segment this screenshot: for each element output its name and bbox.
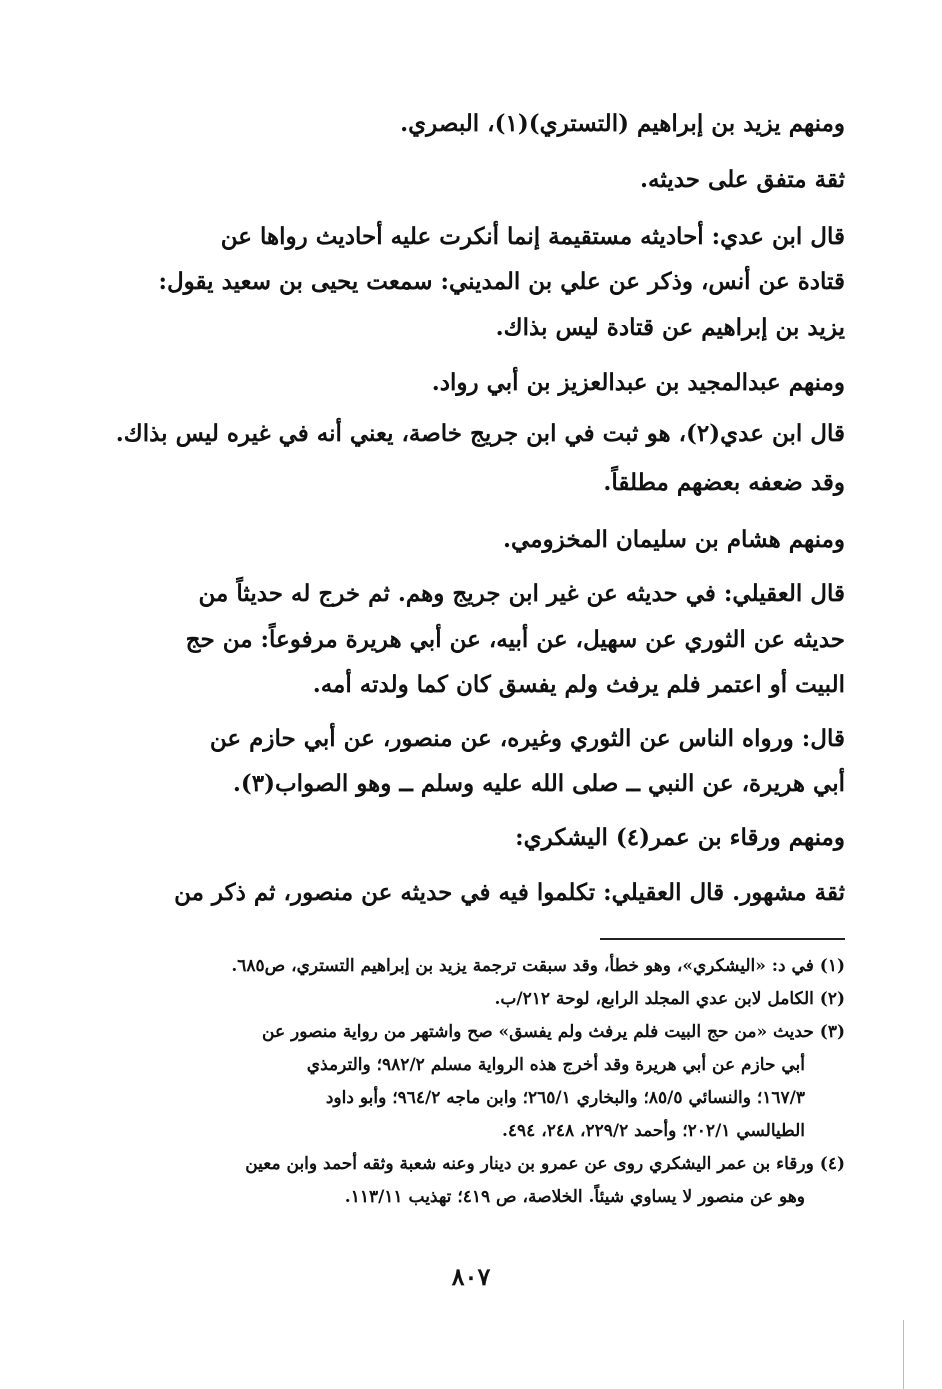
body-line-8: وقد ضعفه بعضهم مطلقاً.	[603, 469, 845, 496]
body-line-2: ثقة متفق على حديثه.	[640, 166, 845, 193]
footnote-4-cont-1: وهو عن منصور لا يساوي شيئاً. الخلاصة، ص ٤١٩؛ تهذيب ١١٣/١١.	[344, 1187, 805, 1207]
body-line-12: البيت أو اعتمر فلم يرفث ولم يفسق كان كما ولدته أمه.	[312, 671, 845, 698]
body-line-11: حديثه عن الثوري عن سهيل، عن أبيه، عن أبي هريرة مرفوعاً: من حج	[185, 626, 845, 653]
body-line-5: يزيد بن إبراهيم عن قتادة ليس بذاك.	[495, 314, 845, 341]
footnote-divider	[600, 938, 845, 940]
footnote-3-cont-1: أبي حازم عن أبي هريرة وقد أخرج هذه الرواية مسلم ٩٨٢/٢؛ والترمذي	[306, 1055, 805, 1075]
footnote-2: (٢) الكامل لابن عدي المجلد الرابع، لوحة ٢١٢/ب.	[494, 989, 845, 1009]
body-line-1: ومنهم يزيد بن إبراهيم (التستري)(١)، البصري.	[400, 110, 845, 137]
footnote-3-cont-3: الطيالسي ٢٠٢/١؛ وأحمد ٢٢٩/٢، ٢٤٨، ٤٩٤.	[501, 1121, 805, 1141]
footnote-3: (٣) حديث «من حج البيت فلم يرفث ولم يفسق» صح واشتهر من رواية منصور عن	[262, 1022, 845, 1042]
body-line-3: قال ابن عدي: أحاديثه مستقيمة إنما أنكرت عليه أحاديث رواها عن	[220, 223, 845, 250]
body-line-6: ومنهم عبدالمجيد بن عبدالعزيز بن أبي رواد.	[431, 369, 845, 396]
body-line-14: أبي هريرة، عن النبي ــ صلى الله عليه وسلم ــ وهو الصواب(٣).	[232, 770, 845, 797]
body-line-16: ثقة مشهور. قال العقيلي: تكلموا فيه في حديثه عن منصور، ثم ذكر من	[174, 879, 845, 906]
footnote-1: (١) في د: «اليشكري»، وهو خطأ، وقد سبقت ترجمة يزيد بن إبراهيم التستري، ص٦٨٥.	[231, 956, 845, 976]
body-line-15: ومنهم ورقاء بن عمر(٤) اليشكري:	[515, 824, 845, 851]
body-line-10: قال العقيلي: في حديثه عن غير ابن جريج وهم. ثم خرج له حديثاً من	[198, 580, 845, 607]
footnote-3-cont-2: ١٦٧/٣؛ والنسائي ٨٥/٥؛ والبخاري ٢٦٥/١؛ وابن ماجه ٩٦٤/٢؛ وأبو داود	[325, 1088, 805, 1108]
body-line-7: قال ابن عدي(٢)، هو ثبت في ابن جريج خاصة، يعني أنه في غيره ليس بذاك.	[115, 420, 845, 447]
page-number: ٨٠٧	[451, 1262, 491, 1291]
body-line-9: ومنهم هشام بن سليمان المخزومي.	[503, 526, 845, 553]
body-line-4: قتادة عن أنس، وذكر عن علي بن المديني: سمعت يحيى بن سعيد يقول:	[158, 268, 845, 295]
body-line-13: قال: ورواه الناس عن الثوري وغيره، عن منصور، عن أبي حازم عن	[209, 725, 845, 752]
scan-edge-line	[903, 1320, 904, 1389]
footnotes	[145, 950, 845, 1214]
footnote-4: (٤) ورقاء بن عمر اليشكري روى عن عمرو بن دينار وعنه شعبة وثقه أحمد وابن معين	[245, 1154, 845, 1174]
